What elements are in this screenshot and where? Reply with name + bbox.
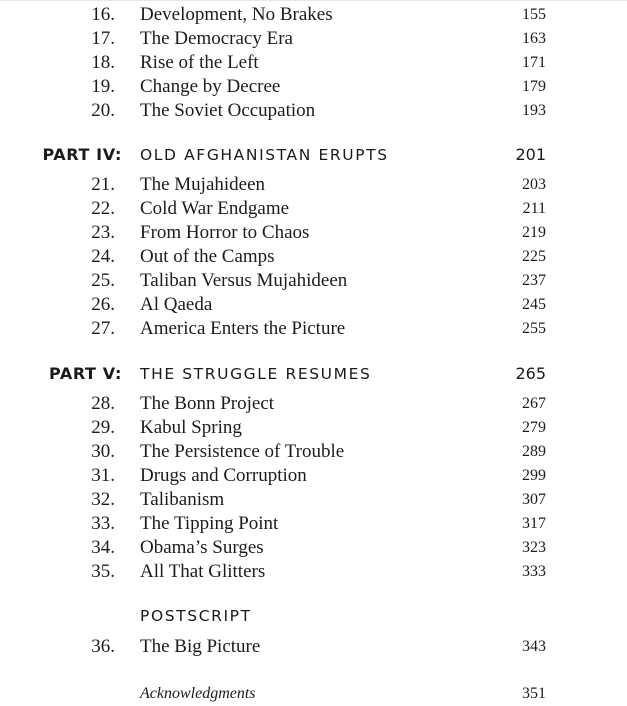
chapter-number: 20. xyxy=(91,100,115,121)
toc-entry[interactable] xyxy=(0,317,627,341)
chapter-title: Out of the Camps xyxy=(140,246,275,267)
toc-entry[interactable] xyxy=(0,27,627,51)
page-number: 255 xyxy=(522,320,546,337)
chapter-number: 27. xyxy=(91,318,115,339)
page-number: 211 xyxy=(522,200,546,217)
toc-entry[interactable] xyxy=(0,245,627,269)
page-number: 245 xyxy=(522,296,546,313)
chapter-title: America Enters the Picture xyxy=(140,318,346,339)
toc-entry[interactable] xyxy=(0,536,627,560)
part-label: PART V: xyxy=(49,364,122,383)
part-heading[interactable] xyxy=(0,143,627,167)
page-number: 155 xyxy=(522,6,546,23)
chapter-number: 35. xyxy=(91,561,115,582)
chapter-title: The Persistence of Trouble xyxy=(140,441,345,462)
page-number: 333 xyxy=(522,563,546,580)
chapter-number: 30. xyxy=(91,441,115,462)
part-label: PART IV: xyxy=(42,145,122,164)
page-number: 267 xyxy=(522,395,546,412)
toc-entry[interactable] xyxy=(0,51,627,75)
chapter-title: Kabul Spring xyxy=(140,417,242,438)
toc-entry[interactable] xyxy=(0,173,627,197)
page-number: 225 xyxy=(522,248,546,265)
chapter-number: 28. xyxy=(91,393,115,414)
chapter-number: 36. xyxy=(91,636,115,657)
toc-entry[interactable] xyxy=(0,512,627,536)
page-number: 179 xyxy=(522,78,546,95)
chapter-number: 16. xyxy=(91,4,115,25)
part-title: THE STRUGGLE RESUMES xyxy=(140,365,372,383)
chapter-title: All That Glitters xyxy=(140,561,266,582)
chapter-number: 24. xyxy=(91,246,115,267)
chapter-number: 17. xyxy=(91,28,115,49)
toc-entry[interactable] xyxy=(0,488,627,512)
toc-entry[interactable] xyxy=(0,682,627,706)
toc-entry[interactable] xyxy=(0,99,627,123)
chapter-title: Development, No Brakes xyxy=(140,4,333,25)
chapter-title: The Big Picture xyxy=(140,636,261,657)
chapter-title: The Mujahideen xyxy=(140,174,266,195)
page-number: 265 xyxy=(515,364,546,383)
toc-entry[interactable] xyxy=(0,392,627,416)
page-number: 323 xyxy=(522,539,546,556)
page-number: 171 xyxy=(522,54,546,71)
chapter-number: 21. xyxy=(91,174,115,195)
toc-entry[interactable] xyxy=(0,269,627,293)
chapter-title: Taliban Versus Mujahideen xyxy=(140,270,348,291)
toc-entry[interactable] xyxy=(0,464,627,488)
toc-entry[interactable] xyxy=(0,440,627,464)
chapter-number: 23. xyxy=(91,222,115,243)
chapter-title: The Tipping Point xyxy=(140,513,279,534)
chapter-number: 25. xyxy=(91,270,115,291)
page-number: 193 xyxy=(522,102,546,119)
chapter-title: The Democracy Era xyxy=(140,28,293,49)
part-heading[interactable] xyxy=(0,604,627,628)
chapter-number: 31. xyxy=(91,465,115,486)
chapter-title: The Bonn Project xyxy=(140,393,275,414)
page-number: 219 xyxy=(522,224,546,241)
chapter-title: Rise of the Left xyxy=(140,52,259,73)
page-number: 289 xyxy=(522,443,546,460)
toc-entry[interactable] xyxy=(0,3,627,27)
postscript-title: POSTSCRIPT xyxy=(140,607,252,625)
page-number: 201 xyxy=(515,145,546,164)
part-heading[interactable] xyxy=(0,362,627,386)
chapter-title: Cold War Endgame xyxy=(140,198,290,219)
chapter-title: Obama’s Surges xyxy=(140,537,264,558)
page-number: 351 xyxy=(522,685,546,702)
page-number: 299 xyxy=(522,467,546,484)
toc-entry[interactable] xyxy=(0,293,627,317)
chapter-title: The Soviet Occupation xyxy=(140,100,316,121)
toc-entry[interactable] xyxy=(0,635,627,659)
page-number: 237 xyxy=(522,272,546,289)
part-title: OLD AFGHANISTAN ERUPTS xyxy=(140,146,389,164)
toc-entry[interactable] xyxy=(0,197,627,221)
chapter-number: 18. xyxy=(91,52,115,73)
chapter-number: 22. xyxy=(91,198,115,219)
chapter-number: 33. xyxy=(91,513,115,534)
page-top-edge xyxy=(0,0,627,1)
page-number: 307 xyxy=(522,491,546,508)
chapter-title: Drugs and Corruption xyxy=(140,465,307,486)
toc-entry[interactable] xyxy=(0,75,627,99)
page-number: 343 xyxy=(522,638,546,655)
chapter-title: Al Qaeda xyxy=(140,294,213,315)
page-number: 317 xyxy=(522,515,546,532)
page-number: 203 xyxy=(522,176,546,193)
chapter-number: 19. xyxy=(91,76,115,97)
page-number: 279 xyxy=(522,419,546,436)
chapter-title: From Horror to Chaos xyxy=(140,222,310,243)
toc-entry[interactable] xyxy=(0,560,627,584)
toc-entry[interactable] xyxy=(0,221,627,245)
acknowledgments-title: Acknowledgments xyxy=(140,685,256,702)
chapter-number: 34. xyxy=(91,537,115,558)
chapter-number: 29. xyxy=(91,417,115,438)
chapter-title: Change by Decree xyxy=(140,76,281,97)
toc-entry[interactable] xyxy=(0,416,627,440)
chapter-number: 26. xyxy=(91,294,115,315)
page-number: 163 xyxy=(522,30,546,47)
chapter-number: 32. xyxy=(91,489,115,510)
chapter-title: Talibanism xyxy=(140,489,225,510)
